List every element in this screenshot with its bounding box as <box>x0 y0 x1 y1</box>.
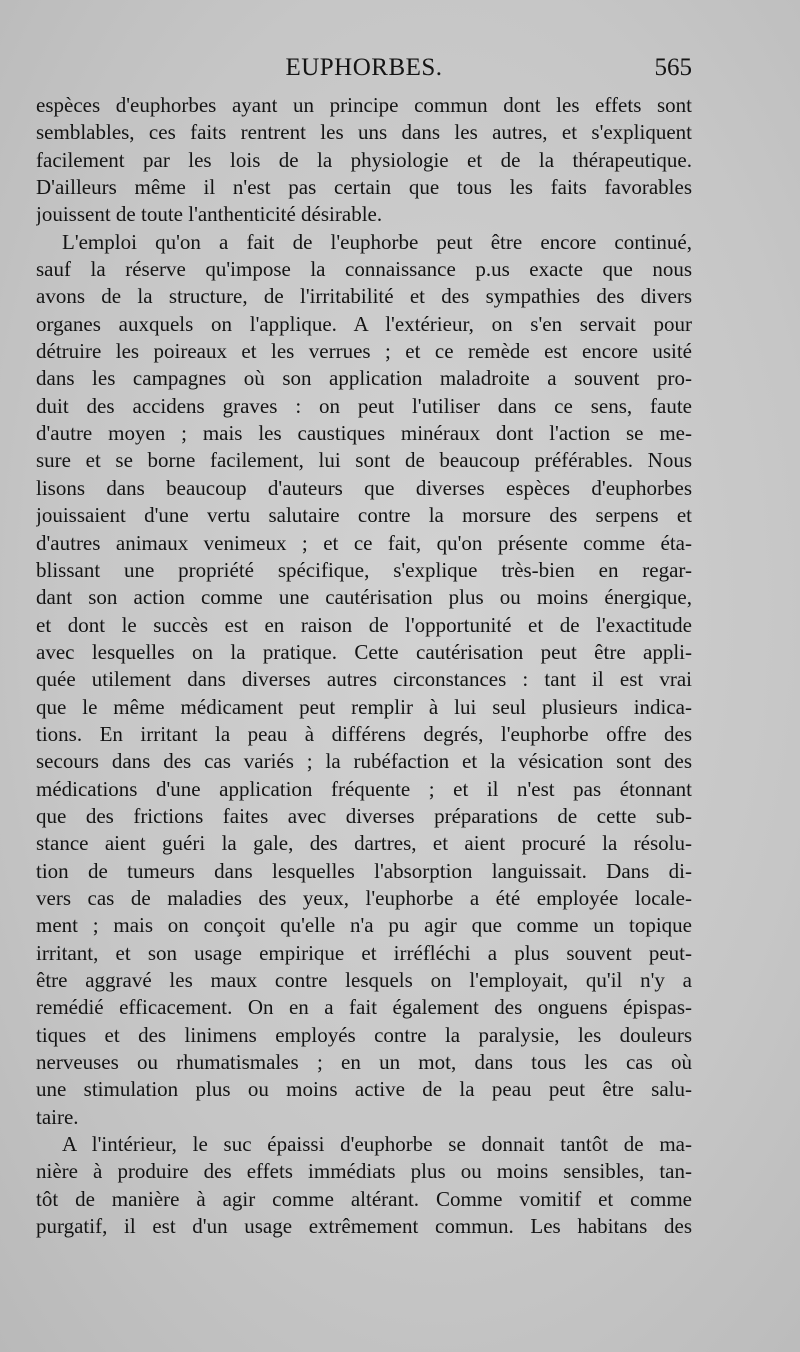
text-line: organes auxquels on l'applique. A l'extérieur, on s'en servait pour <box>36 311 692 336</box>
text-line: avec lesquelles on la pratique. Cette cautérisation peut être appli- <box>36 639 692 664</box>
text-line: blissant une propriété spécifique, s'explique très-bien en regar- <box>36 557 692 582</box>
text-line: nerveuses ou rhumatismales ; en un mot, dans tous les cas où <box>36 1050 692 1075</box>
text-line: être aggravé les maux contre lesquels on l'employait, qu'il n'y a <box>36 968 692 992</box>
text-line: sure et se borne facilement, lui sont de beaucoup préférables. Nous <box>36 448 692 473</box>
text-line: que le même médicament peut remplir à lui seul plusieurs indica- <box>36 694 692 719</box>
text-line: purgatif, il est d'un usage extrêmement commun. Les habitans des <box>36 1214 692 1239</box>
text-line: ment ; mais on conçoit qu'elle n'a pu agir que comme un topique <box>36 913 692 938</box>
running-title: EUPHORBES. <box>285 54 443 81</box>
text-line: semblables, ces faits rentrent les uns dans les autres, et s'expliquent <box>36 120 692 145</box>
text-line: une stimulation plus ou moins active de la peau peut être salu- <box>36 1077 692 1102</box>
page-header <box>36 54 692 86</box>
text-line: dant son action comme une cautérisation plus ou moins énergique, <box>36 585 692 610</box>
text-line: médications d'une application fréquente ; et il n'est pas étonnant <box>36 776 692 801</box>
text-line: jouissaient d'une vertu salutaire contre la morsure des serpens et <box>36 503 692 528</box>
text-line: tions. En irritant la peau à différens degrés, l'euphorbe offre des <box>36 721 692 746</box>
text-line: d'autre moyen ; mais les caustiques minéraux dont l'action se me- <box>36 421 692 446</box>
text-line: jouissent de toute l'anthenticité désirable. <box>36 202 383 227</box>
text-line: irritant, et son usage empirique et irréfléchi a plus souvent peut- <box>36 940 692 965</box>
text-line: sauf la réserve qu'impose la connaissance p.us exacte que nous <box>36 257 692 282</box>
body-text <box>36 92 692 1240</box>
text-line: remédié efficacement. On en a fait également des onguens épispas- <box>36 995 692 1020</box>
text-line: tôt de manière à agir comme altérant. Comme vomitif et comme <box>36 1186 692 1211</box>
text-line: quée utilement dans diverses autres circonstances : tant il est vrai <box>36 667 692 692</box>
text-line: détruire les poireaux et les verrues ; et ce remède est encore usité <box>36 339 692 364</box>
text-line: tiques et des linimens employés contre la paralysie, les douleurs <box>36 1022 692 1047</box>
text-line: espèces d'euphorbes ayant un principe commun dont les effets sont <box>36 93 692 117</box>
text-line: et dont le succès est en raison de l'opportunité et de l'exactitude <box>36 612 692 637</box>
page-number: 565 <box>654 54 692 81</box>
text-line: que des frictions faites avec diverses préparations de cette sub- <box>36 803 692 828</box>
text-line: D'ailleurs même il n'est pas certain que tous les faits favorables <box>36 175 692 200</box>
text-line: avons de la structure, de l'irritabilité et des sympathies des divers <box>36 284 692 309</box>
text-line: vers cas de maladies des yeux, l'euphorbe a été employée locale- <box>36 885 692 910</box>
text-line: L'emploi qu'on a fait de l'euphorbe peut être encore continué, <box>62 229 692 254</box>
text-line: tion de tumeurs dans lesquelles l'absorption languissait. Dans di- <box>36 858 692 883</box>
text-line: facilement par les lois de la physiologie et de la thérapeutique. <box>36 147 692 172</box>
text-line: A l'intérieur, le suc épaissi d'euphorbe se donnait tantôt de ma- <box>62 1132 692 1157</box>
text-line: d'autres animaux venimeux ; et ce fait, qu'on présente comme éta- <box>36 530 692 555</box>
text-line: dans les campagnes où son application maladroite a souvent pro- <box>36 366 692 391</box>
text-line: duit des accidens graves : on peut l'utiliser dans ce sens, faute <box>36 393 692 418</box>
text-line: lisons dans beaucoup d'auteurs que diverses espèces d'euphorbes <box>36 475 692 500</box>
text-line: stance aient guéri la gale, des dartres, et aient procuré la résolu- <box>36 831 692 856</box>
text-line: nière à produire des effets immédiats plus ou moins sensibles, tan- <box>36 1159 692 1184</box>
text-line: taire. <box>36 1104 79 1129</box>
text-line: secours dans des cas variés ; la rubéfaction et la vésication sont des <box>36 749 692 774</box>
